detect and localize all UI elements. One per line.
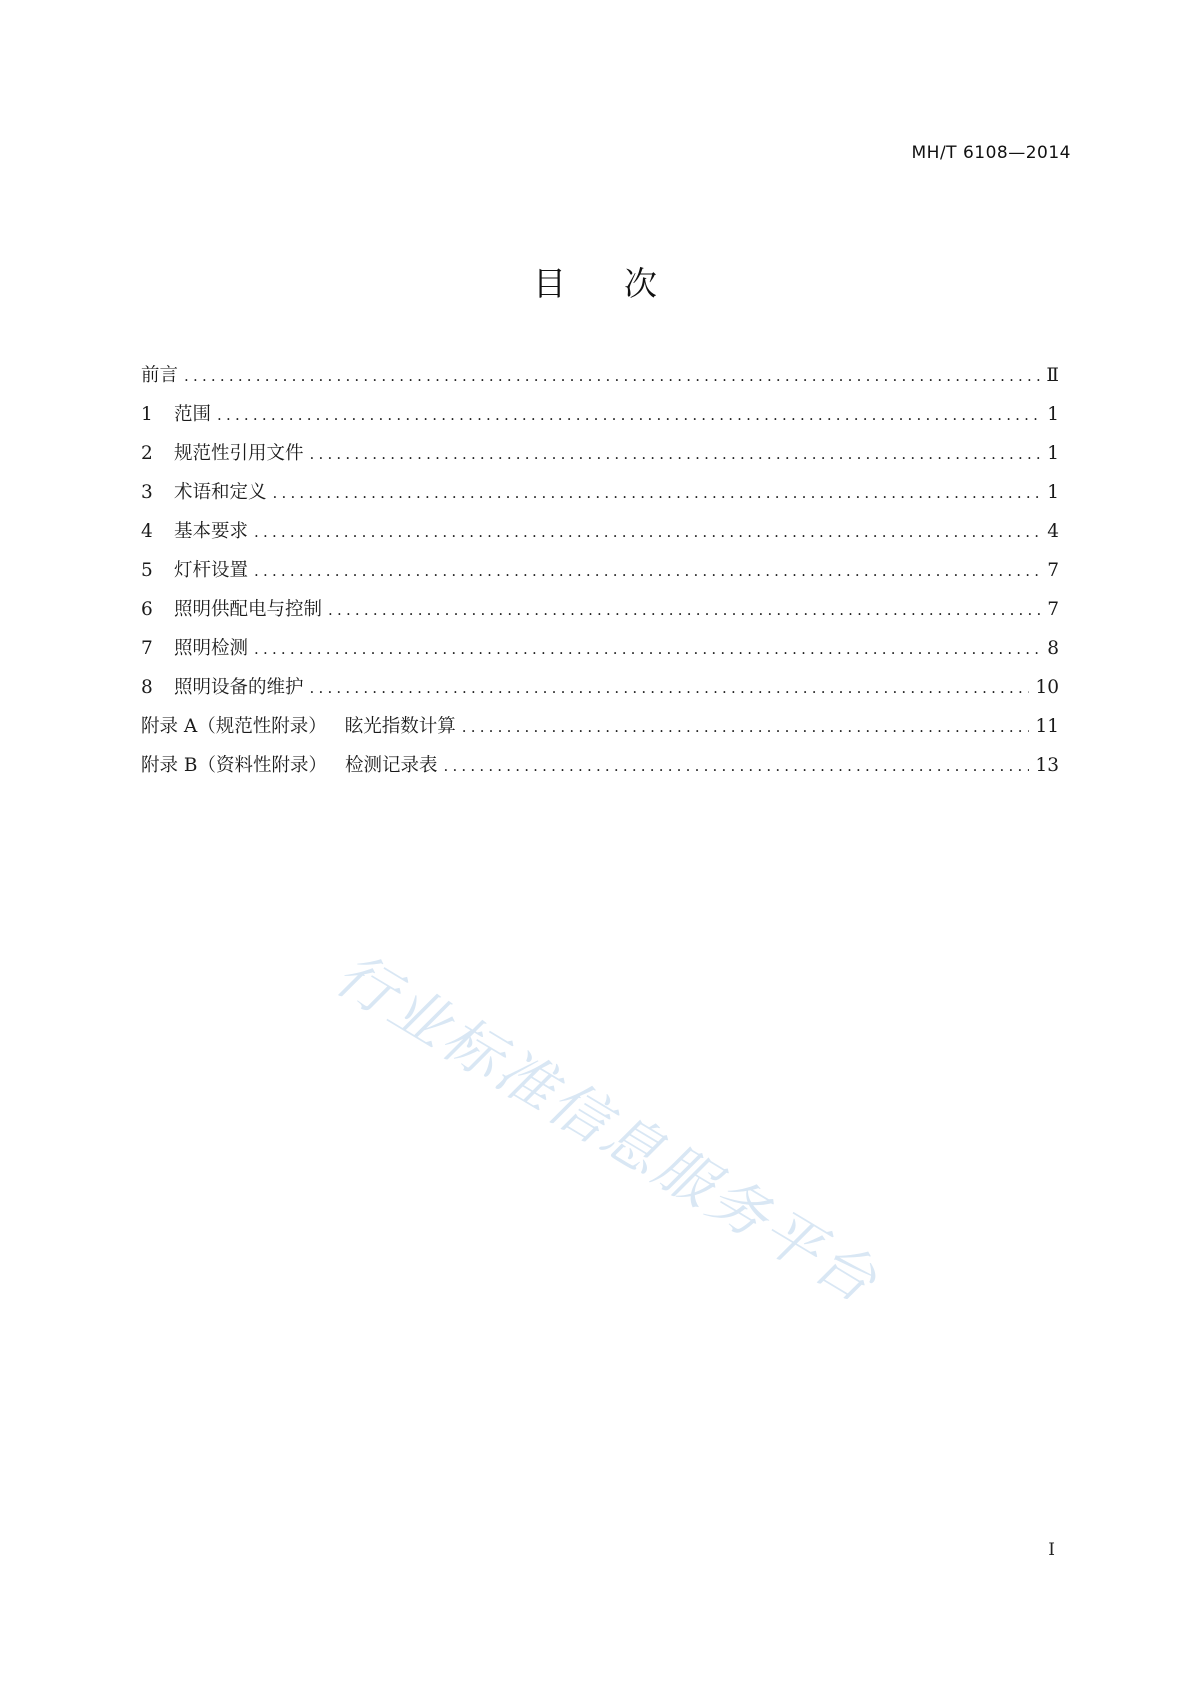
toc-entry-number: 6 [141,599,153,620]
toc-entry-title: 照明设备的维护 [174,677,304,698]
toc-entry-number: 2 [141,443,153,464]
toc-entry-title: 基本要求 [174,521,249,542]
toc-entry-page: 8 [1047,638,1059,659]
toc-entry-page: 10 [1035,677,1059,698]
toc-entry-subtitle: 眩光指数计算 [344,716,456,737]
dot-leader [254,552,1041,591]
dot-leader [273,474,1041,513]
toc-entry-title: 附录 A（规范性附录） [141,716,327,737]
dot-leader [254,513,1041,552]
dot-leader [462,708,1030,747]
toc-entry-title: 照明供配电与控制 [174,599,323,620]
toc-entry-appendix-a[interactable] [141,707,1059,746]
dot-leader [444,747,1030,786]
toc-entry-title: 灯杆设置 [174,560,249,581]
dot-leader [254,630,1041,669]
toc-entry-title: 前言 [141,365,179,386]
toc-entry-title: 规范性引用文件 [174,443,304,464]
toc-entry-8[interactable] [141,668,1059,707]
toc-entry-appendix-b[interactable] [141,746,1059,785]
toc-entry-page: 4 [1047,521,1059,542]
toc-entry-foreword[interactable] [141,356,1059,395]
toc-entry-3[interactable] [141,473,1059,512]
toc-entry-page: 1 [1047,443,1059,464]
toc-entry-subtitle: 检测记录表 [344,755,438,776]
standard-code: MH/T 6108—2014 [911,143,1071,163]
toc-entry-title: 术语和定义 [174,482,267,503]
toc-entry-7[interactable] [141,629,1059,668]
toc-entry-1[interactable] [141,395,1059,434]
toc-entry-page: 1 [1047,482,1059,503]
toc-entry-number: 4 [141,521,153,542]
toc-entry-page: 7 [1047,599,1059,620]
toc-entry-page: Ⅱ [1046,365,1059,386]
toc-entry-number: 3 [141,482,153,503]
dot-leader [310,435,1041,474]
dot-leader [328,591,1041,630]
dot-leader [217,396,1041,435]
toc-entry-number: 5 [141,560,153,581]
toc-entry-page: 7 [1047,560,1059,581]
page-number: I [1048,1540,1055,1560]
toc-entry-2[interactable] [141,434,1059,473]
toc-entry-page: 11 [1035,716,1059,737]
toc-entry-number: 7 [141,638,153,659]
toc-entry-6[interactable] [141,590,1059,629]
toc-title: 目次 [533,264,715,303]
toc-entry-number: 1 [141,404,153,425]
toc-entry-page: 1 [1047,404,1059,425]
toc-entry-4[interactable] [141,512,1059,551]
dot-leader [310,669,1030,708]
toc-entry-number: 8 [141,677,153,698]
watermark: 行业标准信息服务平台 [324,939,891,1318]
toc-entry-title: 范围 [174,404,212,425]
toc-entry-5[interactable] [141,551,1059,590]
toc-entry-page: 13 [1035,755,1059,776]
toc-list [141,356,1059,785]
dot-leader [184,357,1040,396]
toc-entry-title: 照明检测 [174,638,249,659]
toc-entry-title: 附录 B（资料性附录） [141,755,327,776]
